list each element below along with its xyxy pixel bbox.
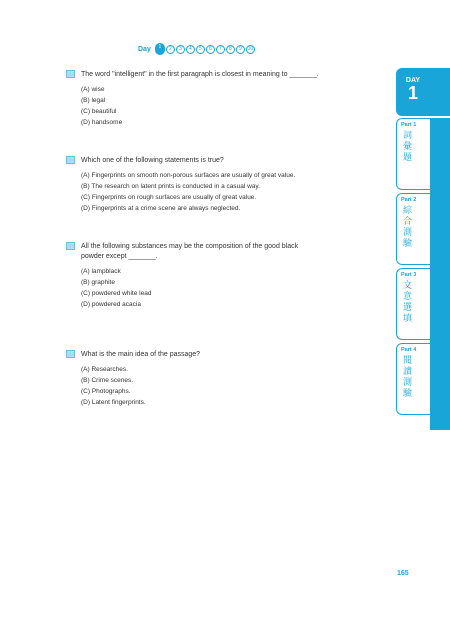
question-block [66, 70, 384, 156]
page-number: 165 [397, 570, 409, 577]
question-text: What is the main idea of the passage? [81, 351, 201, 358]
option[interactable]: (C) Photographs. [81, 388, 131, 395]
day-dot[interactable]: 10 [247, 45, 254, 52]
option[interactable]: (D) handsome [81, 119, 123, 126]
day-tab-number: 1 [407, 83, 418, 103]
day-dot[interactable]: 6 [206, 45, 215, 54]
day-tab[interactable] [396, 68, 430, 116]
part-title: 文意選填 [403, 281, 413, 324]
question-number-box [66, 350, 75, 358]
day-label: Day [138, 45, 151, 53]
part-tab-2[interactable] [396, 193, 430, 265]
day-dot[interactable]: 8 [226, 45, 235, 54]
option[interactable]: (B) graphite [81, 279, 115, 286]
option[interactable]: (A) wise [81, 86, 105, 93]
option-list [81, 267, 384, 311]
option[interactable]: (B) legal [81, 97, 106, 104]
part-title: 詞彙題 [403, 131, 413, 163]
option[interactable]: (D) powdered acacia [81, 301, 141, 308]
option[interactable]: (C) Fingerprints on rough surfaces are usually of great value. [81, 194, 257, 201]
side-edge-bar [430, 118, 450, 430]
option-list [81, 85, 384, 129]
part-tab-1[interactable] [396, 118, 430, 190]
option[interactable]: (C) powdered white lead [81, 290, 152, 297]
option-list [81, 171, 384, 215]
question-text [81, 242, 384, 262]
question-list [66, 70, 384, 430]
option[interactable]: (A) Fingerprints on smooth non-porous surfaces are usually of great value. [81, 172, 296, 179]
question-text: Which one of the following statements is true? [81, 157, 224, 164]
day-tab-label: DAY [405, 77, 421, 84]
question-number-box [66, 242, 75, 250]
part-tab-4[interactable] [396, 343, 430, 415]
option-list [81, 365, 384, 409]
part-title: 閱讀測驗 [403, 356, 413, 399]
option[interactable]: (C) beautiful [81, 108, 117, 115]
day-dot[interactable]: 7 [216, 45, 225, 54]
part-label: Part 4 [401, 347, 417, 353]
day-dot[interactable]: 9 [236, 45, 245, 54]
question-text: The word "intelligent" in the first paragraph is closest in meaning to _______. [81, 71, 319, 78]
question-number-box [66, 70, 75, 78]
day-dot[interactable]: 3 [176, 45, 185, 54]
question-block [66, 242, 384, 350]
question-block [66, 350, 384, 430]
day-dot[interactable]: 4 [186, 45, 195, 54]
question-block [66, 156, 384, 242]
option[interactable]: (A) lampblack [81, 268, 121, 275]
option[interactable]: (A) Researches. [81, 366, 128, 373]
part-label: Part 3 [401, 272, 417, 278]
option[interactable]: (B) The research on latent prints is conducted in a casual way. [81, 183, 260, 190]
day-dot[interactable]: 2 [166, 45, 175, 54]
day-navigation [138, 42, 400, 56]
part-title: 綜合測驗 [403, 206, 413, 249]
option[interactable]: (D) Fingerprints at a crime scene are always neglected. [81, 205, 241, 212]
question-text-line1: All the following substances may be the composition of the good black [81, 243, 299, 250]
day-dot[interactable]: 5 [196, 45, 205, 54]
question-text-line2: powder except _______. [81, 253, 158, 260]
part-label: Part 2 [401, 197, 417, 203]
option[interactable]: (B) Crime scenes. [81, 377, 134, 384]
part-label: Part 1 [401, 122, 417, 128]
question-number-box [66, 156, 75, 164]
day-dot-active[interactable]: 1 [155, 43, 165, 55]
part-tab-3[interactable] [396, 268, 430, 340]
side-edge-top [430, 68, 450, 116]
option[interactable]: (D) Latent fingerprints. [81, 399, 146, 406]
